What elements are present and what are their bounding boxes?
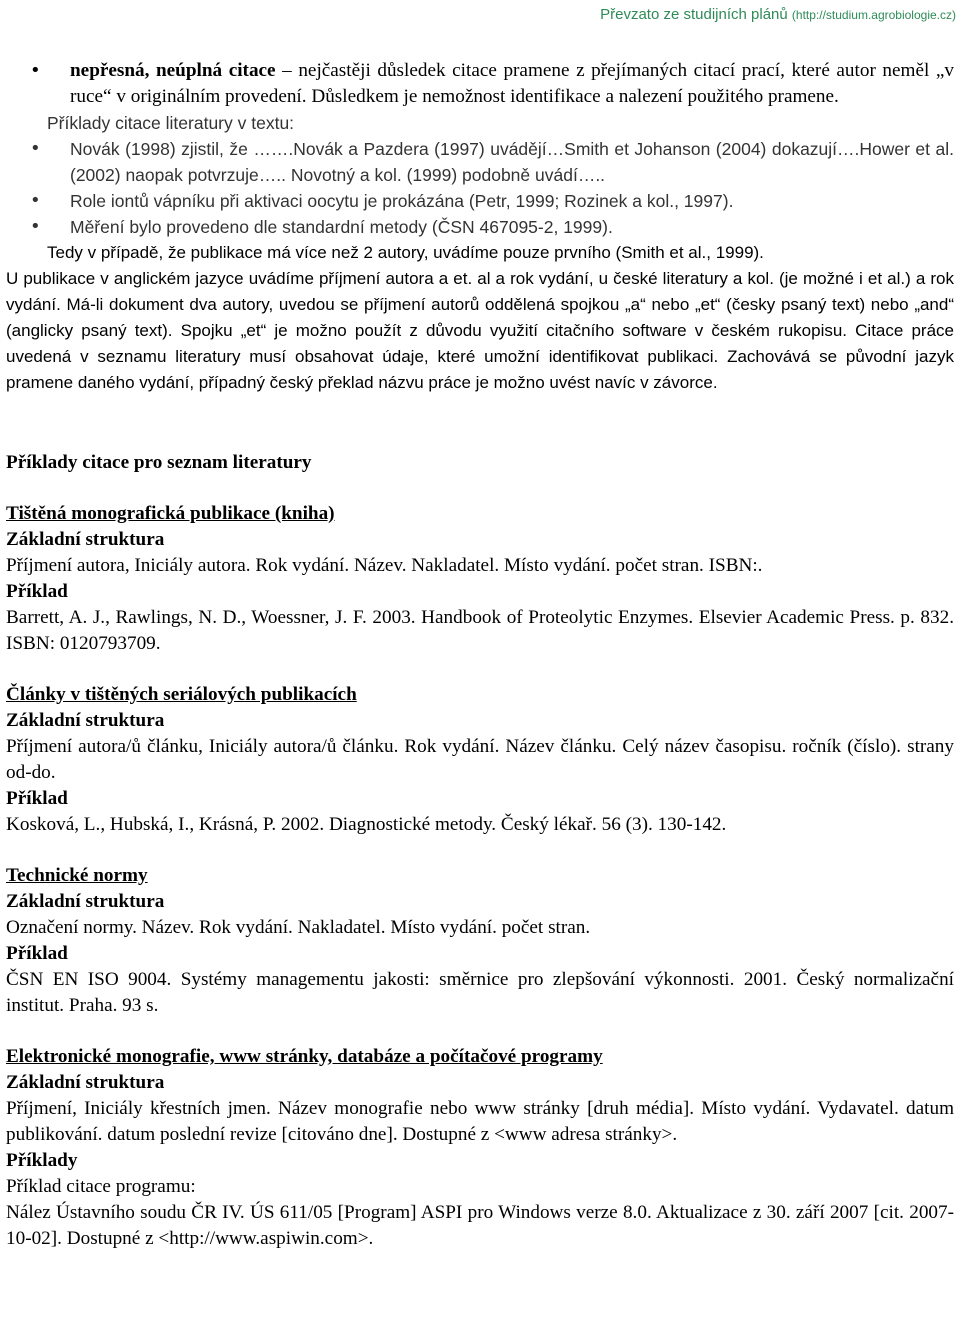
bullet-inaccurate-citation bbox=[6, 58, 954, 110]
bullet-example-3: • Měření bylo provedeno dle standardní metody (ČSN 467095-2, 1999). bbox=[6, 214, 954, 240]
paragraph-first-line: Tedy v případě, že publikace má více než 2 autory, uvádíme pouze prvního (Smith et al., 1999). bbox=[47, 243, 764, 262]
section-technical-norms bbox=[6, 863, 954, 1019]
structure-label: Základní struktura bbox=[6, 529, 165, 550]
example-text: Nález Ústavního soudu ČR IV. ÚS 611/05 [Program] ASPI pro Windows verze 8.0. Aktualizace z 30. září 2007 [cit. 2007-10-02]. Dostupné z <http://www.aspiwin.com>. bbox=[6, 1202, 954, 1249]
example-subtitle: Příklad citace programu: bbox=[6, 1176, 196, 1197]
source-note bbox=[600, 6, 956, 23]
paragraph-body: U publikace v anglickém jazyce uvádíme příjmení autora a et. al a rok vydání, u české literatury a kol. (je možné i et al.) a rok vydání. Má-li dokument dva autory, uvedou se příjmení autorů oddělená spojkou „a“ nebo „et“ (česky psaný text) nebo „and“ (anglicky psaný text). Spojku „et“ je možno použít z důvodu využití citačního software v českém rukopisu. Citace práce uvedená v seznamu literatury musí obsahovat údaje, které umožní identifikovat publikaci. Zachovává se původní jazyk pramene daného vydání, případný český překlad názvu práce je možno uvést navíc v závorce. bbox=[6, 269, 954, 392]
bullet-text: – nejčastěji důsledek citace pramene z přejímaných citací prací, které autor neměl „v ruce“ v originálním provedení. Důsledkem je nemožnost identifikace a nalezení použitého pramene. bbox=[70, 60, 954, 107]
example-label: Příklad bbox=[6, 943, 68, 964]
structure-text: Označení normy. Název. Rok vydání. Nakladatel. Místo vydání. počet stran. bbox=[6, 917, 591, 938]
section-heading: Technické normy bbox=[6, 865, 148, 886]
section-monograph bbox=[6, 501, 954, 657]
bullet-bold-term: nepřesná, neúplná citace bbox=[70, 60, 276, 81]
example-text: Kosková, L., Hubská, I., Krásná, P. 2002. Diagnostické metody. Český lékař. 56 (3). 130-142. bbox=[6, 814, 727, 835]
example-label: Příklad bbox=[6, 581, 68, 602]
example-label: Příklady bbox=[6, 1150, 78, 1171]
examples-in-text-title: Příklady citace literatury v textu: bbox=[47, 113, 295, 133]
structure-label: Základní struktura bbox=[6, 710, 165, 731]
section-serial-articles bbox=[6, 682, 954, 838]
section-electronic-sources bbox=[6, 1044, 954, 1252]
reference-list-title: Příklady citace pro seznam literatury bbox=[6, 452, 312, 473]
example-text: ČSN EN ISO 9004. Systémy managementu jakosti: směrnice pro zlepšování výkonnosti. 2001. Český normalizační institut. Praha. 93 s. bbox=[6, 969, 954, 1016]
bullet-example-1: • Novák (1998) zjistil, že …….Novák a Pazdera (1997) uvádějí…Smith et Johanson (2004) dokazují….Hower et al. (2002) naopak potvrzuje….. Novotný a kol. (1999) podobně uvádí….. bbox=[6, 136, 954, 188]
section-heading: Elektronické monografie, www stránky, databáze a počítačové programy bbox=[6, 1046, 603, 1067]
section-heading: Tištěná monografická publikace (kniha) bbox=[6, 503, 335, 524]
example-label: Příklad bbox=[6, 788, 68, 809]
structure-text: Příjmení autora/ů článku, Iniciály autora/ů článku. Rok vydání. Název článku. Celý název časopisu. ročník (číslo). strany od-do. bbox=[6, 736, 954, 783]
example-text: Barrett, A. J., Rawlings, N. D., Woessner, J. F. 2003. Handbook of Proteolytic Enzymes. Elsevier Academic Press. p. 832. ISBN: 0120793709. bbox=[6, 607, 954, 654]
structure-label: Základní struktura bbox=[6, 891, 165, 912]
source-note-main: Převzato ze studijních plánů bbox=[600, 6, 788, 23]
structure-text: Příjmení, Iniciály křestních jmen. Název monografie nebo www stránky [druh média]. Místo vydání. Vydavatel. datum publikování. datum poslední revize [citováno dne]. Dostupné z <www adresa stránky>. bbox=[6, 1098, 954, 1145]
section-heading: Články v tištěných seriálových publikacích bbox=[6, 684, 357, 705]
source-note-url: (http://studium.agrobiologie.cz) bbox=[791, 8, 956, 22]
document-page bbox=[6, 58, 954, 1252]
structure-label: Základní struktura bbox=[6, 1072, 165, 1093]
structure-text: Příjmení autora, Iniciály autora. Rok vydání. Název. Nakladatel. Místo vydání. počet stran. ISBN:. bbox=[6, 555, 763, 576]
bullet-example-2: • Role iontů vápníku při aktivaci oocytu je prokázána (Petr, 1999; Rozinek a kol., 1997). bbox=[6, 188, 954, 214]
